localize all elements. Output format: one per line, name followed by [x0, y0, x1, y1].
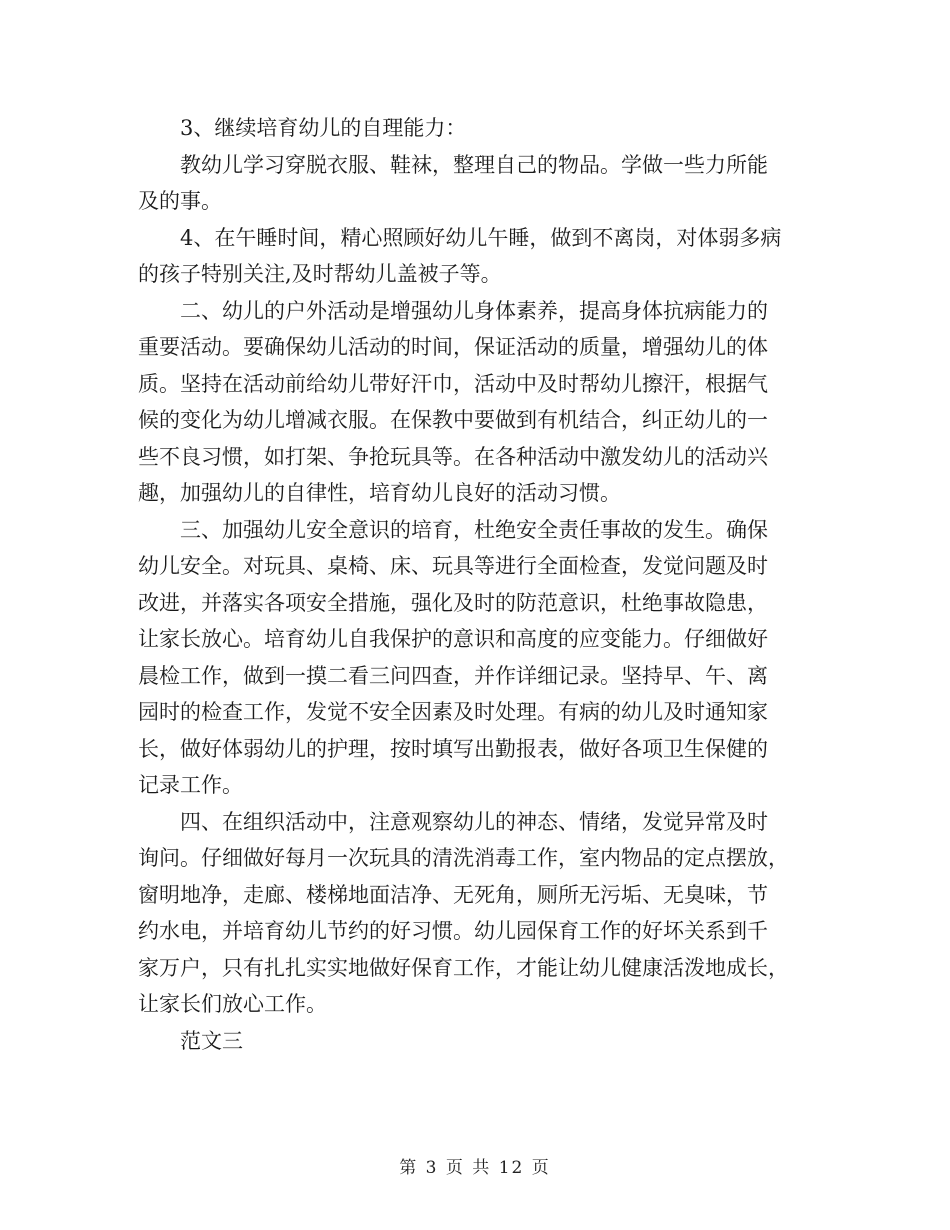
text-line: 让家长们放心工作。	[138, 992, 327, 1016]
document-body	[138, 110, 808, 1059]
text-line: 窗明地净，走廊、楼梯地面洁净、无死角，厕所无污垢、无臭味，节	[138, 882, 768, 907]
text-line: 园时的检查工作，发觉不安全因素及时处理。有病的幼儿及时通知家	[138, 700, 768, 724]
text-line: 约水电，并培育幼儿节约的好习惯。幼儿园保育工作的好坏关系到千	[138, 919, 768, 943]
text-line: 长，做好体弱幼儿的护理，按时填写出勤报表，做好各项卫生保健的	[138, 736, 768, 761]
text-line: 趣，加强幼儿的自律性，培育幼儿良好的活动习惯。	[138, 481, 621, 505]
text-line: 3、继续培育幼儿的自理能力：	[180, 116, 467, 140]
text-line: 记录工作。	[138, 773, 243, 797]
text-line: 询问。仔细做好每月一次玩具的清洗消毒工作，室内物品的定点摆放，	[138, 846, 789, 870]
paragraph-1	[138, 110, 808, 147]
text-line: 让家长放心。培育幼儿自我保护的意识和高度的应变能力。仔细做好	[138, 627, 768, 651]
text-line: 改进，并落实各项安全措施，强化及时的防范意识，杜绝事故隐患，	[138, 590, 768, 615]
paragraph-6	[138, 804, 808, 1023]
paragraph-7	[138, 1023, 808, 1060]
text-line: 4、在午睡时间，精心照顾好幼儿午睡，做到不离岗，对体弱多病	[180, 225, 782, 250]
text-line: 范文三	[180, 1028, 243, 1053]
text-line: 三、加强幼儿安全意识的培育，杜绝安全责任事故的发生。确保	[180, 517, 768, 542]
page-footer: 第 3 页 共 12 页	[399, 1158, 551, 1178]
text-line: 些不良习惯，如打架、争抢玩具等。在各种活动中激发幼儿的活动兴	[138, 444, 768, 469]
paragraph-2	[138, 147, 808, 220]
paragraph-5	[138, 512, 808, 804]
text-line: 教幼儿学习穿脱衣服、鞋袜，整理自己的物品。学做一些力所能	[180, 152, 768, 177]
text-line: 候的变化为幼儿增减衣服。在保教中要做到有机结合，纠正幼儿的一	[138, 408, 768, 432]
text-line: 晨检工作，做到一摸二看三问四查，并作详细记录。坚持早、午、离	[138, 663, 768, 688]
text-line: 重要活动。要确保幼儿活动的时间，保证活动的质量，增强幼儿的体	[138, 335, 768, 359]
text-line: 及的事。	[138, 189, 222, 213]
text-line: 质。坚持在活动前给幼儿带好汗巾，活动中及时帮幼儿擦汗，根据气	[138, 371, 768, 396]
text-line: 二、幼儿的户外活动是增强幼儿身体素养，提高身体抗病能力的	[180, 298, 768, 323]
text-line: 家万户，只有扎扎实实地做好保育工作，才能让幼儿健康活泼地成长，	[138, 955, 789, 980]
paragraph-4	[138, 293, 808, 512]
text-line: 幼儿安全。对玩具、桌椅、床、玩具等进行全面检查，发觉问题及时	[138, 554, 768, 578]
paragraph-3	[138, 220, 808, 293]
text-line: 的孩子特别关注,及时帮幼儿盖被子等。	[138, 262, 502, 286]
text-line: 四、在组织活动中，注意观察幼儿的神态、情绪，发觉异常及时	[180, 809, 768, 834]
